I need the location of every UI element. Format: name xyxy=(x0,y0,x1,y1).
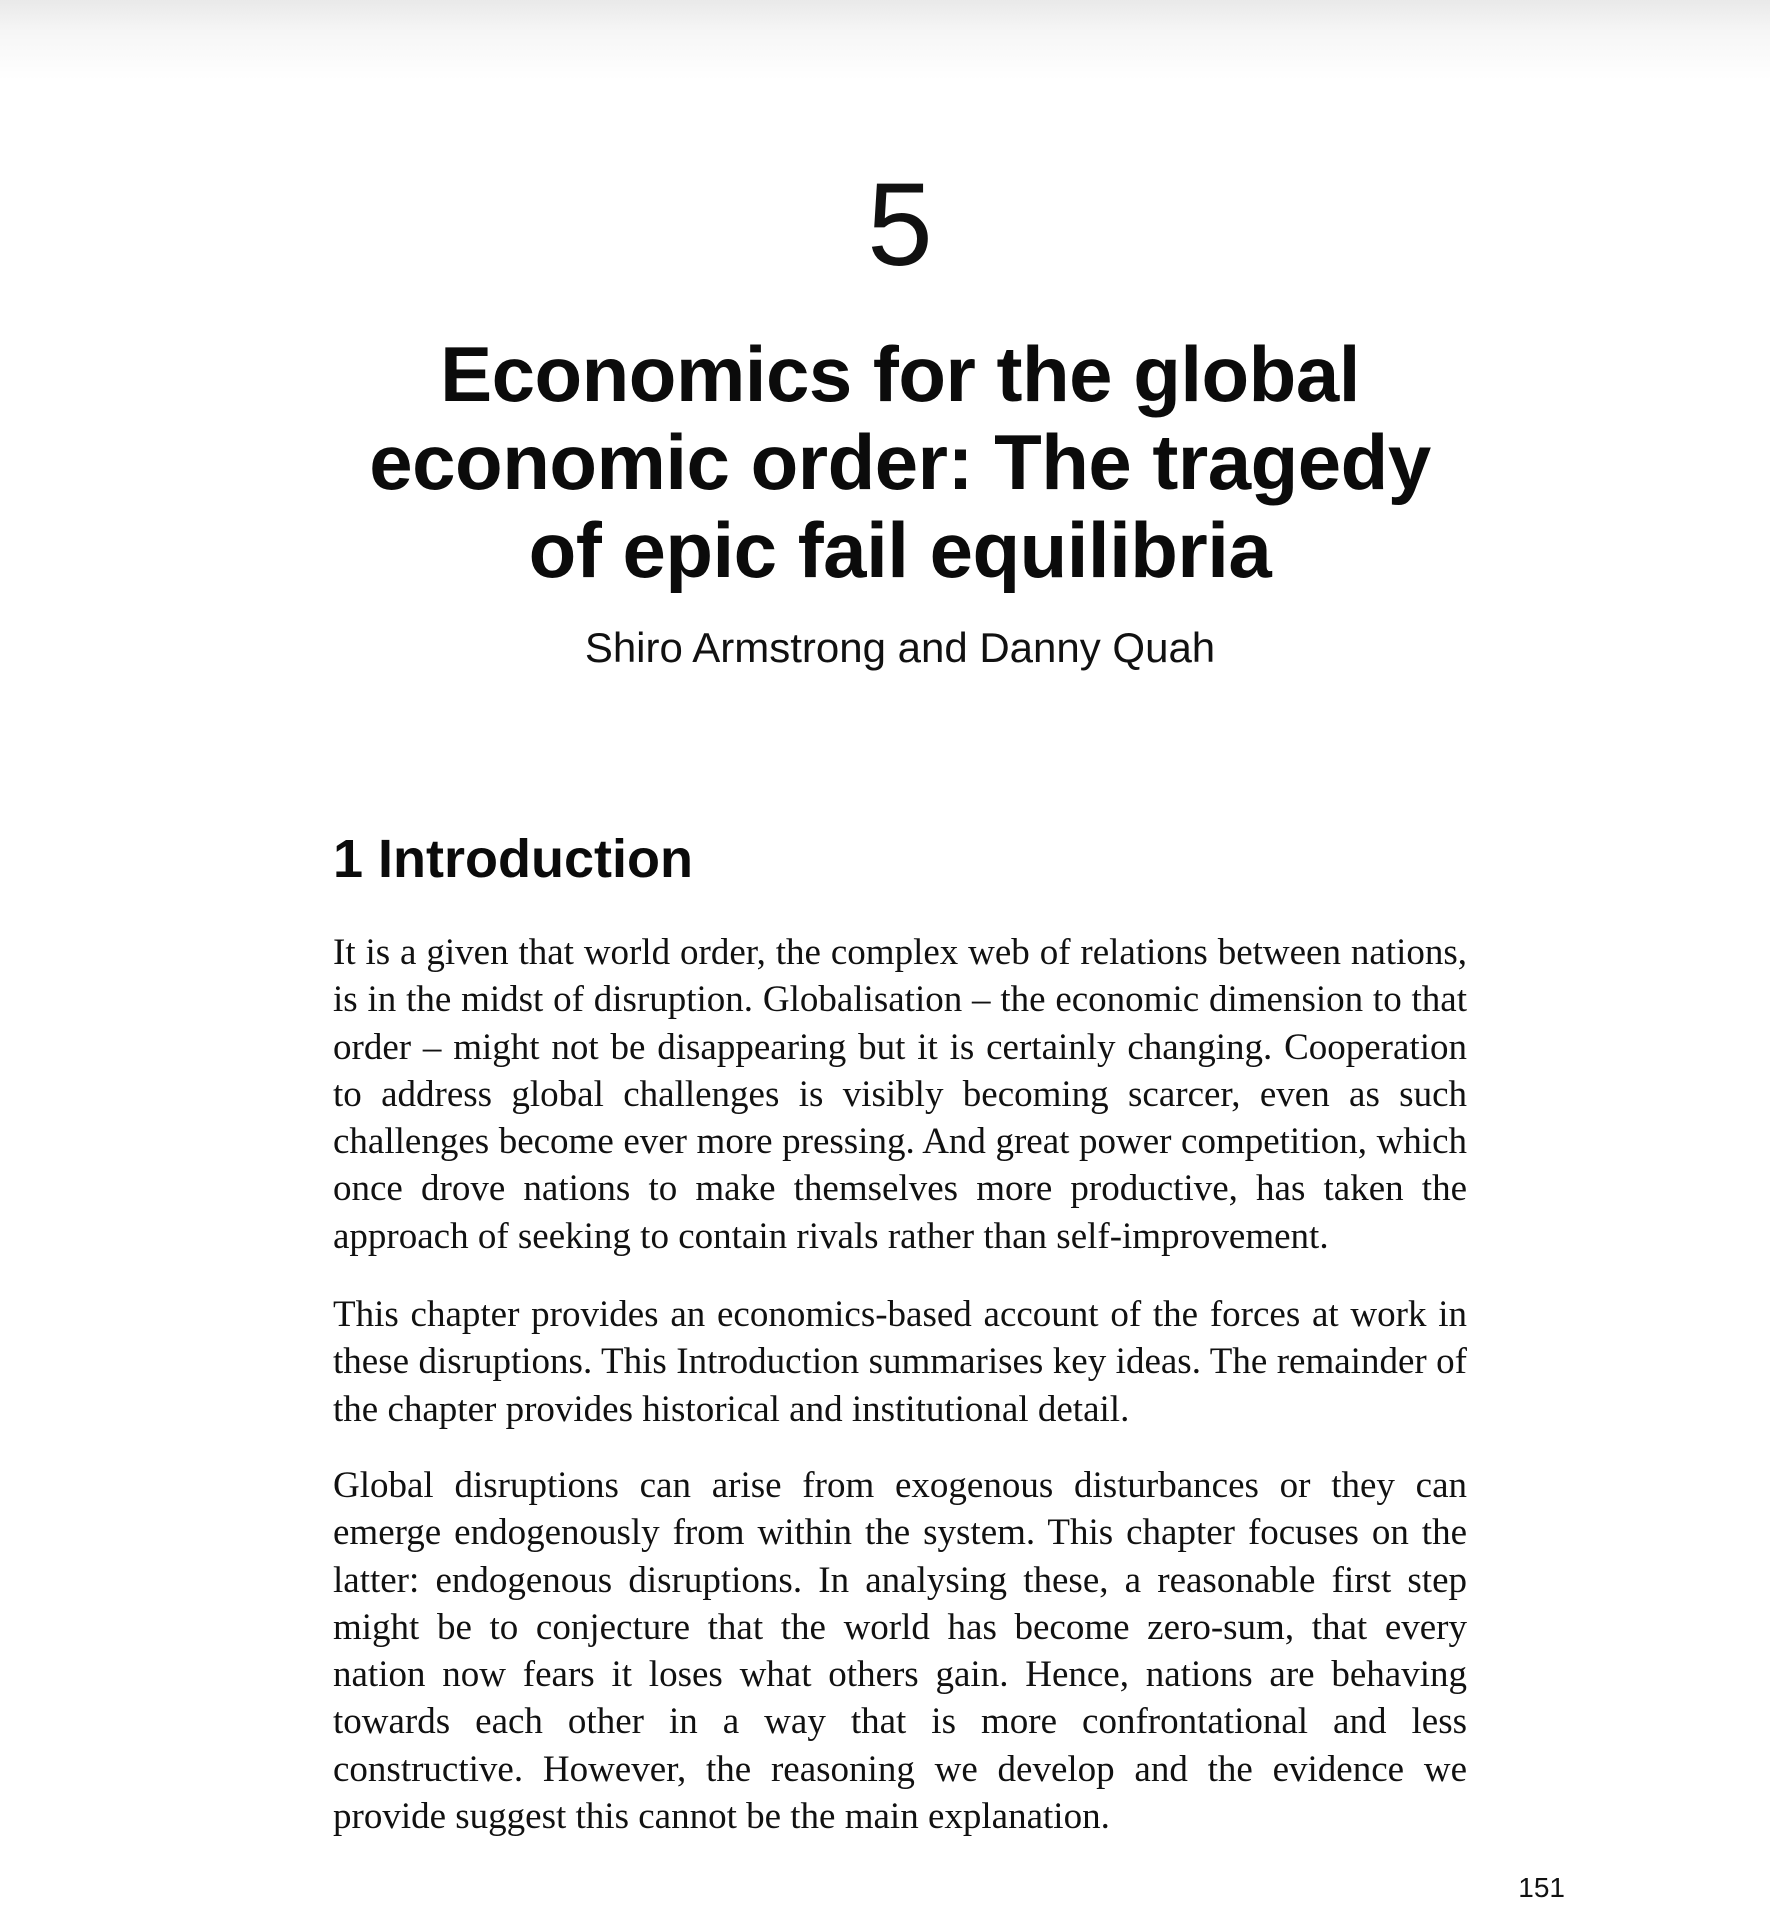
body-paragraph: It is a given that world order, the complex web of relations between nations, is in the midst of disruption. Globalisation – the economic dimension to that order – might not be disappearing but it is certainly changing. Cooperation to address global challenges is visibly becoming scarcer, even as such challenges become ever more pressing. And great power competition, which once drove nations to make themselves more productive, has taken the approach of seeking to contain rivals rather than self-improvement. xyxy=(333,932,1467,1257)
chapter-title-line: Economics for the global xyxy=(440,330,1360,418)
chapter-title xyxy=(300,330,1500,594)
chapter-title-line: of epic fail equilibria xyxy=(528,506,1272,594)
page-number: 151 xyxy=(1518,1872,1565,1903)
chapter-authors: Shiro Armstrong and Danny Quah xyxy=(584,624,1216,671)
page-top-shadow xyxy=(0,0,1770,80)
body-paragraph: This chapter provides an economics-based account of the forces at work in these disruptions. This Introduction summarises key ideas. The remainder of the chapter provides historical and institutional detail. xyxy=(333,1294,1467,1430)
section-heading: 1 Introduction xyxy=(333,829,693,889)
chapter-number: 5 xyxy=(867,159,933,291)
chapter-title-line: economic order: The tragedy xyxy=(369,418,1431,506)
body-paragraph: Global disruptions can arise from exogenous disturbances or they can emerge endogenously from within the system. This chapter focuses on the latter: endogenous disruptions. In analysing these, a reasonable first step might be to conjecture that the world has become zero-sum, that every nation now fears it loses what others gain. Hence, nations are behaving towards each other in a way that is more confrontational and less constructive. However, the reasoning we develop and the evidence we provide suggest this cannot be the main explanation. xyxy=(333,1465,1467,1838)
